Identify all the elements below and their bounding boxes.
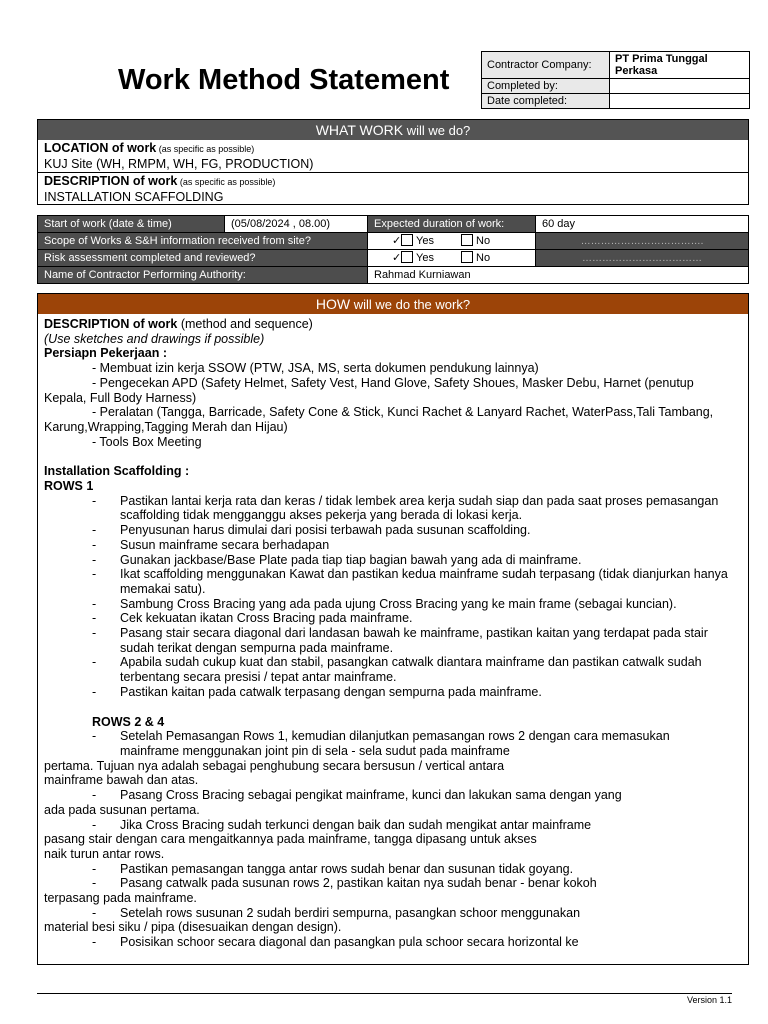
contractor-company-value[interactable]: PT Prima Tunggal Perkasa [610,52,750,79]
what-work-section [37,119,749,205]
location-field[interactable] [38,140,748,173]
description-hint: (as specific as possible) [177,177,276,187]
footer-divider [37,993,732,994]
list-item: - Setelah Pemasangan Rows 1, kemudian dilanjutkan pemasangan rows 2 dengan cara memasukan [92,729,670,744]
header-info-table [481,51,750,109]
date-completed-label: Date completed: [482,94,610,109]
list-item: - Apabila sudah cukup kuat dan stabil, pasangkan catwalk diantara mainframe dan pastikan catwalk sudah terbentang secara presisi / tepat antar mainframe. [92,655,702,685]
list-item-continued: pertama. Tujuan nya adalah sebagai penghubung secara bersusun / vertical antara [44,758,505,773]
scope-yes-no[interactable] [368,233,536,250]
yes-checkbox[interactable] [401,234,413,246]
list-item: - Sambung Cross Bracing yang ada pada ujung Cross Bracing yang ke main frame (sebagai kuncian). [92,596,677,611]
list-item-continued: mainframe bawah dan atas. [44,773,199,788]
rows1-title: ROWS 1 [44,479,94,494]
how-desc-label: DESCRIPTION of work [44,317,178,331]
persiapan-item: - Pengecekan APD (Safety Helmet, Safety Vest, Hand Glove, Safety Shoues, Masker Debu, Harnet (penutup [92,375,694,390]
list-item: - Pasang stair secara diagonal dari landasan bawah ke mainframe, pastikan kaitan yang terdapat pada stair sudah terikat dengan sempurna pada mainframe. [92,626,708,655]
how-body[interactable] [38,314,748,950]
version-label: Version 1.1 [686,995,732,1005]
expected-duration-value[interactable]: 60 day [536,216,749,233]
list-item: - Susun mainframe secara berhadapan [92,537,330,552]
installation-title: Installation Scaffolding : [44,464,190,479]
list-item: - Pasang catwalk pada susunan rows 2, pastikan kaitan nya sudah benar - benar kokoh [92,876,597,891]
sketch-note: (Use sketches and drawings if possible) [44,331,265,346]
description-label: DESCRIPTION of work [44,174,178,188]
list-item: - Pastikan kaitan pada catwalk terpasang dengan sempurna pada mainframe. [92,684,542,699]
start-of-work-value[interactable]: (05/08/2024 , 08.00) [225,216,368,233]
list-item-continued: pasang stair dengan cara mengaitkannya pada mainframe, tangga dipasang untuk akses [44,832,537,847]
list-item-continued: terpasang pada mainframe. [44,891,197,906]
completed-by-label: Completed by: [482,79,610,94]
list-item-continued: ada pada susunan pertama. [44,802,200,817]
list-item-continued: mainframe menggunakan joint pin di sela - sela sudut pada mainframe [120,743,510,758]
no-label: No [476,234,491,247]
rows24-title: ROWS 2 & 4 [92,714,165,729]
list-item: - Setelah rows susunan 2 sudah berdiri sempurna, pasangkan schoor menggunakan [92,905,581,920]
list-item: - Cek kekuatan ikatan Cross Bracing pada mainframe. [92,611,413,626]
risk-yes-no[interactable] [368,250,536,267]
how-section [37,293,749,965]
how-header: HOW will we do the work? [38,294,748,314]
description-value: INSTALLATION SCAFFOLDING [44,190,224,204]
completed-by-value[interactable] [610,79,750,94]
location-value: KUJ Site (WH, RMPM, WH, FG, PRODUCTION) [44,157,314,171]
risk-notes[interactable]: ……………………………… [536,250,749,267]
list-item: - Gunakan jackbase/Base Plate pada tiap tiap bagian bawah yang ada di mainframe. [92,552,582,567]
list-item: - Pasang Cross Bracing sebagai pengikat mainframe, kunci dan lakukan sama dengan yang [92,788,622,803]
details-grid [37,215,749,284]
start-of-work-label: Start of work (date & time) [38,216,225,233]
list-item: - Ikat scaffolding menggunakan Kawat dan pastikan kedua mainframe sudah terpasang (tidak dianjurkan hanya memakai satu). [92,567,728,596]
what-work-header: WHAT WORK will we do? [38,120,748,140]
no-checkbox[interactable] [461,234,473,246]
location-label: LOCATION of work [44,141,157,155]
persiapan-item: - Peralatan (Tangga, Barricade, Safety Cone & Stick, Kunci Rachet & Lanyard Rachet, WaterPass,Tali Tambang, [92,405,714,420]
list-item: - Posisikan schoor secara diagonal dan pasangkan pula schoor secara horizontal ke [92,935,579,950]
list-item: - Pastikan pemasangan tangga antar rows sudah benar dan susunan tidak goyang. [92,861,574,876]
risk-assessment-label: Risk assessment completed and reviewed? [38,250,368,267]
list-item-continued: naik turun antar rows. [44,846,165,861]
persiapan-item: - Tools Box Meeting [92,434,202,449]
yes-label: Yes [416,234,434,247]
check-icon: ✓ [392,234,402,247]
yes-label: Yes [416,251,434,264]
how-desc-suffix: (method and sequence) [177,317,313,331]
authority-value[interactable]: Rahmad Kurniawan [368,267,749,284]
expected-duration-label: Expected duration of work: [368,216,536,233]
list-item: - Jika Cross Bracing sudah terkunci dengan baik dan sudah mengikat antar mainframe [92,817,592,832]
persiapan-item: - Membuat izin kerja SSOW (PTW, JSA, MS, serta dokumen pendukung lainnya) [92,361,539,376]
persiapan-item: Karung,Wrapping,Tagging Merah dan Hijau) [44,419,288,434]
list-item-continued: material besi siku / pipa (disesuaikan dengan design). [44,920,342,935]
scope-notes[interactable]: ………………………………. [536,233,749,250]
authority-label: Name of Contractor Performing Authority: [38,267,368,284]
scope-info-label: Scope of Works & S&H information received from site? [38,233,368,250]
contractor-company-label: Contractor Company: [482,52,610,79]
yes-checkbox[interactable] [401,251,413,263]
no-checkbox[interactable] [461,251,473,263]
check-icon: ✓ [392,251,402,264]
date-completed-value[interactable] [610,94,750,109]
location-hint: (as specific as possible) [156,144,255,154]
persiapan-item: Kepala, Full Body Harness) [44,390,197,405]
document-title: Work Method Statement [118,64,450,96]
list-item: - Pastikan lantai kerja rata dan keras / tidak lembek area kerja sudah siap dan pada saat proses pemasangan scaffolding tidak mengganggu akses pekerja yang berada di lokasi kerja. [92,493,719,523]
no-label: No [476,251,491,264]
description-field[interactable] [38,173,748,206]
list-item: - Penyusunan harus dimulai dari posisi terbawah pada susunan scaffolding. [92,523,531,538]
persiapan-title: Persiapn Pekerjaan : [44,346,167,361]
